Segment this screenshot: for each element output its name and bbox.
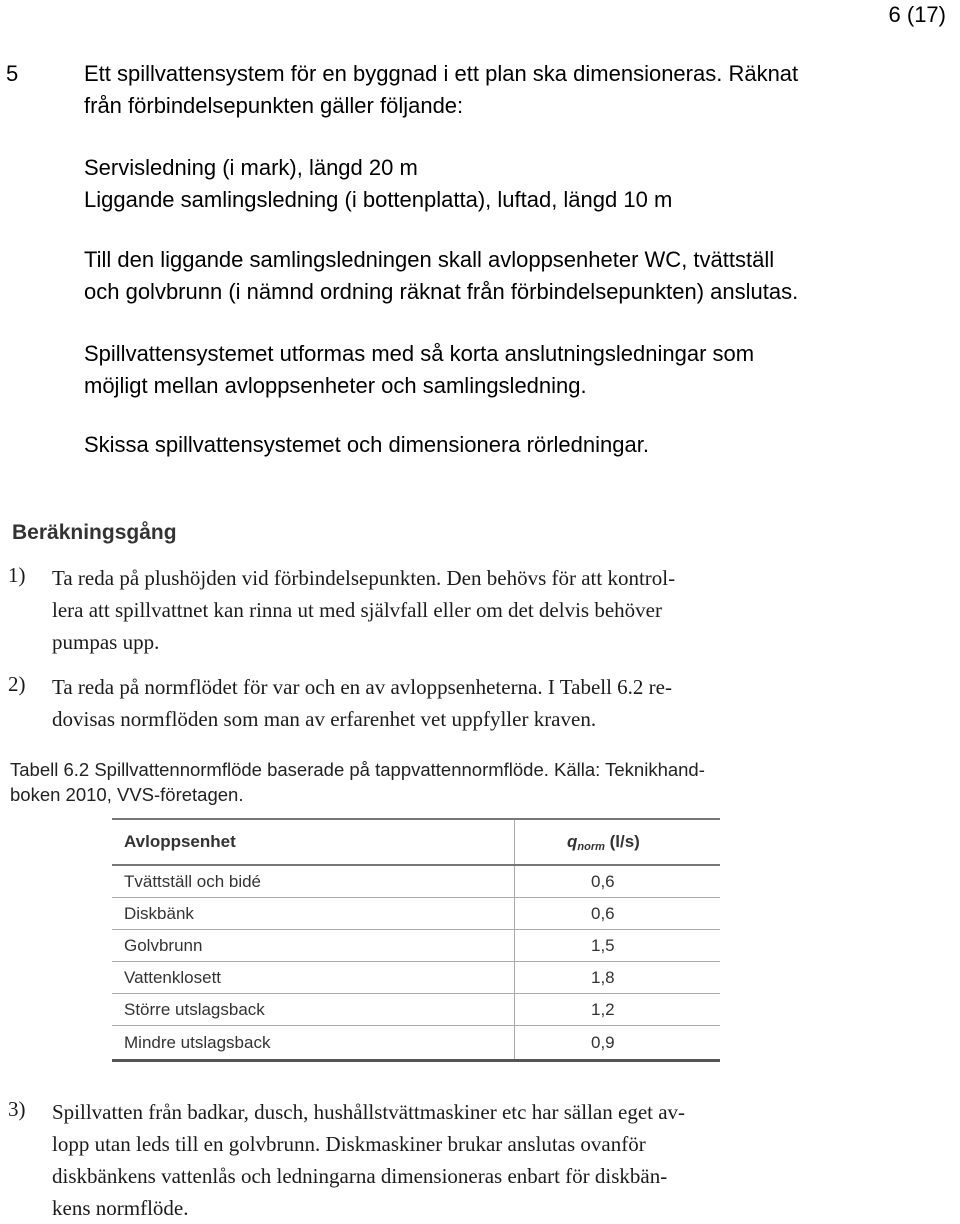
step-3-text bbox=[52, 1096, 685, 1224]
step-line: Spillvatten från badkar, dusch, hushållstvättmaskiner etc har sällan eget av- bbox=[52, 1100, 686, 1124]
step-line: diskbänkens vattenlås och ledningarna dimensioneras enbart för diskbän- bbox=[52, 1164, 668, 1188]
flow-cell: 0,9 bbox=[591, 1032, 615, 1052]
design-paragraph bbox=[84, 338, 754, 402]
unit-cell: Diskbänk bbox=[112, 898, 515, 930]
connection-line: Till den liggande samlingsledningen skall avloppsenheter WC, tvättställ bbox=[84, 247, 775, 272]
page-number: 6 (17) bbox=[888, 2, 946, 27]
table-caption bbox=[10, 757, 705, 807]
step-line: lera att spillvattnet kan rinna ut med självfall eller om det delvis behöver bbox=[52, 598, 662, 622]
question-intro-line: från förbindelsepunkten gäller följande: bbox=[84, 93, 464, 118]
flow-cell: 0,6 bbox=[515, 865, 721, 898]
table-caption-line: Tabell 6.2 Spillvattennormflöde baserade på tappvattennormflöde. Källa: Teknikhand- bbox=[10, 759, 705, 780]
flow-cell: 1,5 bbox=[515, 930, 721, 962]
flow-symbol: q bbox=[567, 831, 578, 851]
flow-subscript: norm bbox=[577, 840, 605, 853]
step-line: pumpas upp. bbox=[52, 630, 160, 654]
step-number: 3) bbox=[8, 1097, 26, 1121]
question-intro-line: Ett spillvattensystem för en byggnad i ett plan ska dimensioneras. Räknat bbox=[84, 61, 799, 86]
flow-cell: 1,8 bbox=[515, 962, 721, 994]
table-row bbox=[112, 930, 720, 962]
design-line: möjligt mellan avloppsenheter och samlingsledning. bbox=[84, 373, 587, 398]
table-row bbox=[112, 865, 720, 898]
question-number: 5 bbox=[6, 61, 19, 86]
flow-unit: (l/s) bbox=[604, 831, 640, 851]
step-2-text bbox=[52, 671, 672, 735]
unit-cell: Golvbrunn bbox=[112, 930, 515, 962]
table-row bbox=[112, 1026, 720, 1061]
table-header-row bbox=[112, 819, 720, 865]
unit-cell: Vattenklosett bbox=[112, 962, 515, 994]
unit-cell: Mindre utslagsback bbox=[112, 1026, 515, 1061]
pipe-line-collector: Liggande samlingsledning (i bottenplatta), luftad, längd 10 m bbox=[84, 187, 673, 212]
table-caption-line: boken 2010, VVS-företagen. bbox=[10, 784, 244, 805]
step-line: Ta reda på normflödet för var och en av avloppsenheterna. I Tabell 6.2 re- bbox=[52, 675, 672, 699]
table-row bbox=[112, 994, 720, 1026]
unit-cell: Större utslagsback bbox=[112, 994, 515, 1026]
connection-line: och golvbrunn (i nämnd ordning räknat från förbindelsepunkten) anslutas. bbox=[84, 279, 799, 304]
step-number: 2) bbox=[8, 672, 26, 696]
step-line: dovisas normflöden som man av erfarenhet vet uppfyller kraven. bbox=[52, 707, 597, 731]
table-row bbox=[112, 898, 720, 930]
column-header-flow bbox=[515, 819, 721, 865]
table-row bbox=[112, 962, 720, 994]
unit-cell: Tvättställ och bidé bbox=[112, 865, 515, 898]
step-1-text bbox=[52, 562, 675, 658]
task-line: Skissa spillvattensystemet och dimensionera rörledningar. bbox=[84, 432, 649, 457]
pipe-list bbox=[84, 152, 672, 216]
column-header-unit: Avloppsenhet bbox=[112, 819, 515, 865]
norm-flow-table bbox=[112, 818, 720, 1062]
flow-cell: 1,2 bbox=[515, 994, 721, 1026]
design-line: Spillvattensystemet utformas med så korta anslutningsledningar som bbox=[84, 341, 755, 366]
step-line: lopp utan leds till en golvbrunn. Diskmaskiner brukar anslutas ovanför bbox=[52, 1132, 646, 1156]
pipe-line-service: Servisledning (i mark), längd 20 m bbox=[84, 155, 418, 180]
step-number: 1) bbox=[8, 563, 26, 587]
flow-cell: 0,6 bbox=[515, 898, 721, 930]
question-intro bbox=[84, 58, 798, 122]
step-line: Ta reda på plushöjden vid förbindelsepunkten. Den behövs för att kontrol- bbox=[52, 566, 676, 590]
calculation-heading: Beräkningsgång bbox=[12, 521, 177, 544]
task-instruction bbox=[84, 429, 649, 461]
connection-paragraph bbox=[84, 244, 798, 308]
step-line: kens normflöde. bbox=[52, 1196, 189, 1220]
